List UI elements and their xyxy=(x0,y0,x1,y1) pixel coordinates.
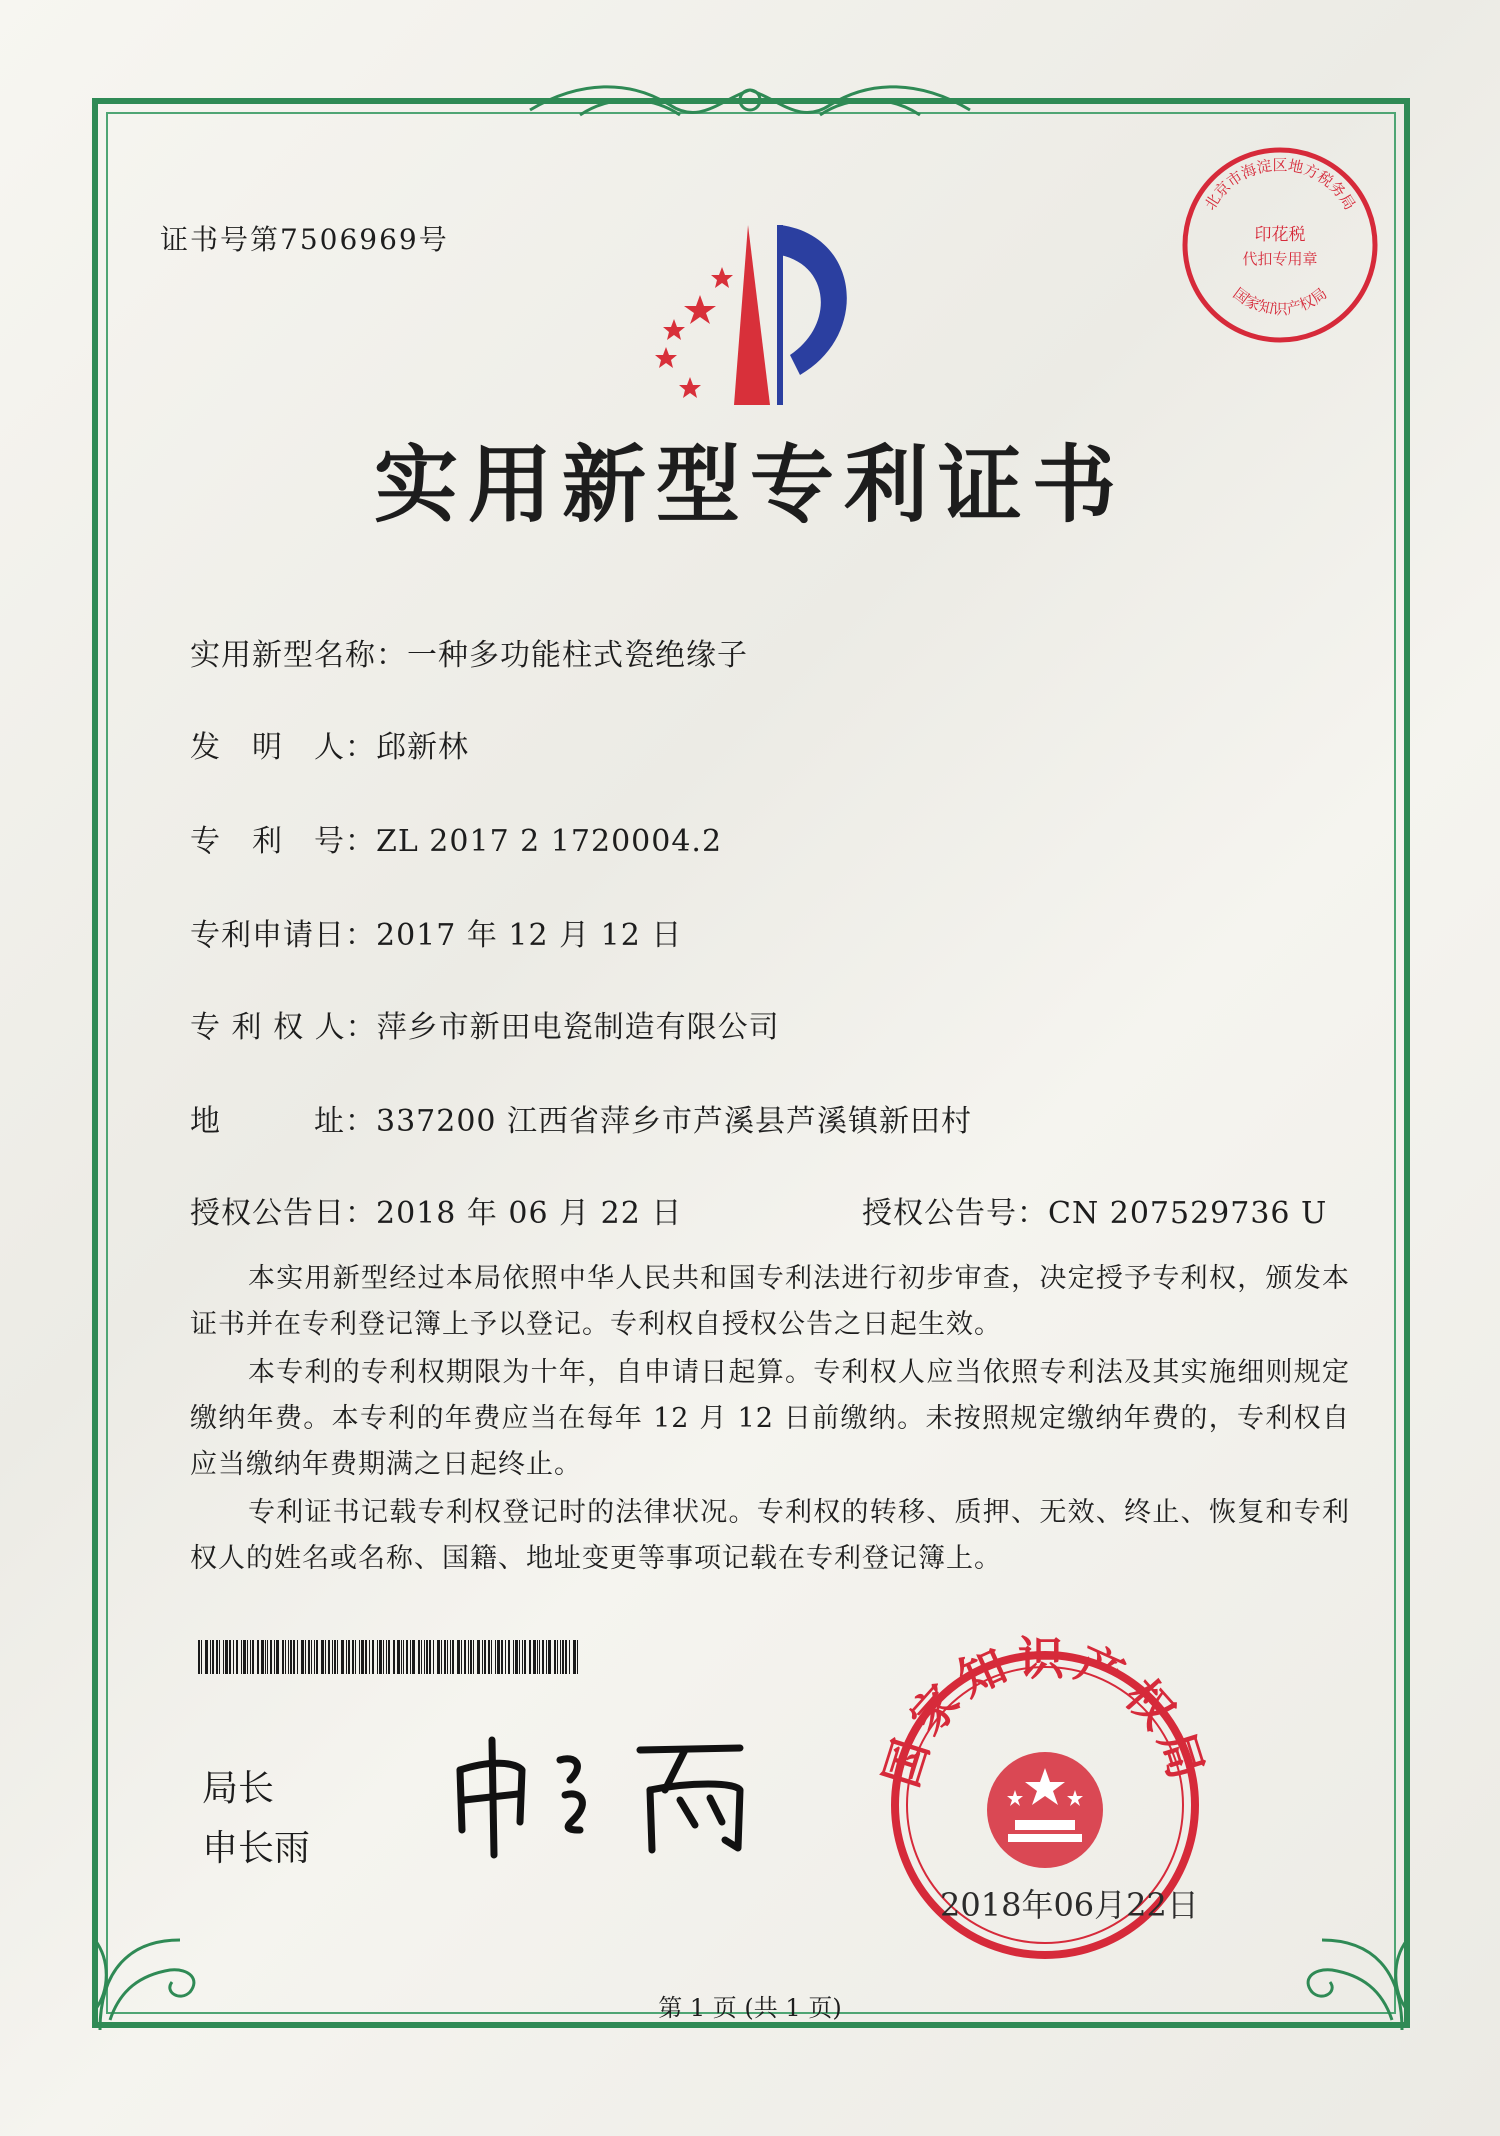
barcode-bar xyxy=(406,1640,408,1674)
barcode-bar xyxy=(464,1640,466,1674)
barcode-bar xyxy=(236,1640,238,1674)
barcode-bar xyxy=(386,1640,387,1674)
barcode-bar xyxy=(437,1640,440,1674)
barcode-bar xyxy=(325,1640,326,1674)
field-patent-number xyxy=(190,816,722,860)
barcode-bar xyxy=(461,1640,462,1674)
barcode-bar xyxy=(562,1640,564,1674)
barcode-bar xyxy=(355,1640,356,1674)
barcode-bar xyxy=(418,1640,420,1674)
barcode-bar xyxy=(495,1640,496,1674)
field-label: 专 利 权 人： xyxy=(190,1010,377,1045)
tax-stamp-center-2: 代扣专用章 xyxy=(1242,250,1318,268)
barcode-bar xyxy=(332,1640,333,1674)
barcode-bar xyxy=(393,1640,395,1674)
field-value: 邱新林 xyxy=(376,730,469,765)
barcode-bar xyxy=(477,1640,480,1674)
tax-stamp-seal xyxy=(1175,140,1385,350)
page-number: 第 1 页 (共 1 页) xyxy=(658,1994,842,2022)
barcode-bar xyxy=(468,1640,469,1674)
barcode-bar xyxy=(252,1640,254,1674)
barcode-bar xyxy=(565,1640,567,1674)
field-value: 2017 年 12 月 12 日 xyxy=(376,918,683,953)
barcode-bar xyxy=(426,1640,428,1674)
barcode-bar xyxy=(341,1640,344,1674)
barcode-bar xyxy=(369,1640,370,1674)
barcode-bar xyxy=(505,1640,506,1674)
barcode-bar xyxy=(361,1640,364,1674)
field-value: 337200 江西省萍乡市芦溪县芦溪镇新田村 xyxy=(376,1104,973,1139)
tax-stamp-center-1: 印花税 xyxy=(1254,225,1306,245)
barcode-bar xyxy=(359,1640,360,1674)
barcode-bar xyxy=(314,1640,315,1674)
barcode-bar xyxy=(198,1640,200,1674)
barcode-bar xyxy=(444,1640,446,1674)
barcode-bar xyxy=(450,1640,451,1674)
field-value: CN 207529736 U xyxy=(1048,1196,1328,1231)
body-paragraph-1: 本实用新型经过本局依照中华人民共和国专利法进行初步审查，决定授予专利权，颁发本证书并在专利登记簿上予以登记。专利权自授权公告之日起生效。 xyxy=(190,1263,1350,1340)
barcode-bar xyxy=(250,1640,251,1674)
barcode-bar xyxy=(397,1640,400,1674)
field-address xyxy=(190,1096,972,1140)
barcode-bar xyxy=(301,1640,304,1674)
barcode-bar xyxy=(529,1640,531,1674)
body-paragraph-3: 专利证书记载专利权登记时的法律状况。专利权的转移、质押、无效、终止、恢复和专利权人的姓名或名称、国籍、地址变更等事项记载在专利登记簿上。 xyxy=(190,1497,1350,1574)
barcode-bar xyxy=(491,1640,492,1674)
field-value: 一种多功能柱式瓷绝缘子 xyxy=(407,638,748,673)
barcode-bar xyxy=(321,1640,324,1674)
body-paragraph-2: 本专利的专利权期限为十年，自申请日起算。专利权人应当依照专利法及其实施细则规定缴纳年费。本专利的年费应当在每年 12 月 12 日前缴纳。未按照规定缴纳年费的，专利权自应当缴纳年费期满之日起终止。 xyxy=(190,1357,1350,1480)
barcode-bar xyxy=(270,1640,272,1674)
field-value: ZL 2017 2 1720004.2 xyxy=(376,824,723,859)
field-grant-number xyxy=(862,1188,1327,1232)
handwritten-signature xyxy=(440,1730,770,1860)
barcode-bar xyxy=(524,1640,526,1674)
barcode-bar xyxy=(285,1640,286,1674)
barcode-bar xyxy=(212,1640,214,1674)
barcode-bar xyxy=(247,1640,248,1674)
barcode-bar xyxy=(290,1640,292,1674)
barcode-bar xyxy=(377,1640,378,1674)
barcode-bar xyxy=(267,1640,268,1674)
barcode-bar xyxy=(557,1640,558,1674)
barcode-bar xyxy=(447,1640,448,1674)
barcode-bar xyxy=(424,1640,425,1674)
cnipa-logo xyxy=(630,205,870,415)
field-utility-model-name xyxy=(190,630,748,674)
barcode-bar xyxy=(508,1640,510,1674)
field-inventor xyxy=(190,722,469,766)
barcode-bar xyxy=(473,1640,474,1674)
barcode-bar xyxy=(257,1640,259,1674)
barcode-bar xyxy=(233,1640,234,1674)
field-filing-date xyxy=(190,910,682,954)
signatory-title: 局长 xyxy=(202,1768,275,1809)
barcode-bar xyxy=(201,1640,202,1674)
barcode-bar xyxy=(379,1640,382,1674)
barcode-bar xyxy=(229,1640,231,1674)
field-label: 专 利 号： xyxy=(190,824,376,859)
barcode-bar xyxy=(548,1640,551,1674)
barcode-bar xyxy=(482,1640,483,1674)
seal-date: 2018年06月22日 xyxy=(940,1886,1199,1924)
barcode-bar xyxy=(346,1640,347,1674)
barcode-bar xyxy=(573,1640,576,1674)
barcode-bar xyxy=(433,1640,434,1674)
barcode-bar xyxy=(457,1640,460,1674)
field-value: 萍乡市新田电瓷制造有限公司 xyxy=(376,1010,780,1045)
barcode-bar xyxy=(219,1640,220,1674)
top-ornament xyxy=(520,70,980,140)
barcode-bar xyxy=(429,1640,431,1674)
barcode-bar xyxy=(501,1640,503,1674)
barcode-bar xyxy=(352,1640,354,1674)
barcode-bar xyxy=(365,1640,367,1674)
barcode-bar xyxy=(539,1640,540,1674)
field-label: 授权公告号： xyxy=(862,1196,1048,1231)
barcode-bar xyxy=(441,1640,442,1674)
barcode-bar xyxy=(205,1640,208,1674)
barcode-bar xyxy=(546,1640,547,1674)
barcode-bar xyxy=(225,1640,228,1674)
barcode-bar xyxy=(519,1640,520,1674)
barcode-bar xyxy=(276,1640,279,1674)
barcode-bar xyxy=(328,1640,330,1674)
barcode-bar xyxy=(488,1640,490,1674)
barcode-bar xyxy=(388,1640,390,1674)
barcode-bar xyxy=(305,1640,306,1674)
barcode-bar xyxy=(308,1640,310,1674)
field-grant-date xyxy=(190,1188,682,1232)
barcode-bar xyxy=(515,1640,518,1674)
field-value: 2018 年 06 月 22 日 xyxy=(376,1196,683,1231)
barcode-bar xyxy=(554,1640,556,1674)
field-label: 发 明 人： xyxy=(190,730,376,765)
tax-stamp-ring-text: 北京市海淀区地方税务局 xyxy=(1200,156,1360,214)
barcode-bar xyxy=(223,1640,224,1674)
barcode-bar xyxy=(337,1640,338,1674)
barcode-bar xyxy=(316,1640,318,1674)
barcode xyxy=(198,1640,582,1674)
barcode-bar xyxy=(348,1640,350,1674)
barcode-bar xyxy=(216,1640,218,1674)
barcode-bar xyxy=(261,1640,264,1674)
tax-stamp-bottom-text: 国家知识产权局 xyxy=(1229,284,1331,319)
barcode-bar xyxy=(265,1640,266,1674)
barcode-bar xyxy=(452,1640,454,1674)
barcode-bar xyxy=(470,1640,472,1674)
field-label: 专利申请日： xyxy=(190,918,376,953)
barcode-bar xyxy=(210,1640,211,1674)
barcode-bar xyxy=(484,1640,486,1674)
barcode-bar xyxy=(497,1640,500,1674)
certificate-number: 证书号第7506969号 xyxy=(160,223,449,256)
barcode-bar xyxy=(542,1640,544,1674)
barcode-bar xyxy=(311,1640,312,1674)
barcode-bar xyxy=(334,1640,336,1674)
barcode-bar xyxy=(569,1640,570,1674)
barcode-bar xyxy=(288,1640,289,1674)
barcode-bar xyxy=(410,1640,411,1674)
field-label: 地 址： xyxy=(190,1104,376,1139)
field-label: 授权公告日： xyxy=(190,1196,376,1231)
barcode-bar xyxy=(297,1640,298,1674)
barcode-bar xyxy=(241,1640,242,1674)
barcode-bar xyxy=(403,1640,404,1674)
barcode-bar xyxy=(421,1640,422,1674)
barcode-bar xyxy=(513,1640,514,1674)
signatory-name: 申长雨 xyxy=(202,1828,311,1869)
barcode-bar xyxy=(560,1640,561,1674)
page-title: 实用新型专利证书 xyxy=(373,436,1126,534)
barcode-bar xyxy=(282,1640,284,1674)
barcode-bar xyxy=(372,1640,374,1674)
seal-ring-text: 国家知识产权局 xyxy=(873,1631,1217,1794)
barcode-bar xyxy=(383,1640,384,1674)
barcode-bar xyxy=(577,1640,578,1674)
field-patentee xyxy=(190,1002,780,1046)
barcode-bar xyxy=(533,1640,536,1674)
barcode-bar xyxy=(274,1640,275,1674)
field-label: 实用新型名称： xyxy=(190,638,407,673)
barcode-bar xyxy=(522,1640,523,1674)
barcode-bar xyxy=(293,1640,295,1674)
barcode-bar xyxy=(537,1640,538,1674)
barcode-bar xyxy=(412,1640,415,1674)
barcode-bar xyxy=(401,1640,402,1674)
barcode-bar xyxy=(243,1640,246,1674)
